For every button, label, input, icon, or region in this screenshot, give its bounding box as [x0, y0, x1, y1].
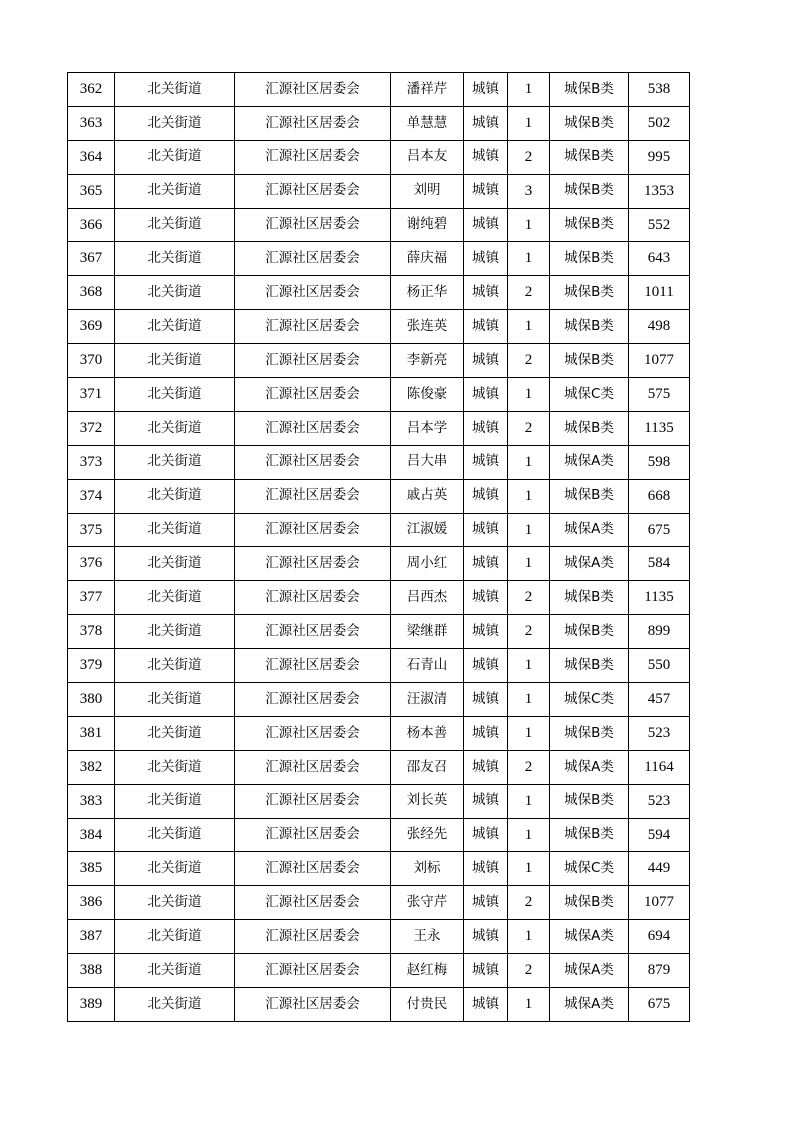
cell-amount: 643	[629, 242, 690, 276]
table-row	[68, 818, 690, 852]
cell-person-name: 王永	[391, 920, 464, 954]
cell-amount: 538	[629, 73, 690, 107]
cell-serial-number: 386	[68, 886, 115, 920]
cell-serial-number: 379	[68, 649, 115, 683]
cell-street: 北关街道	[115, 140, 235, 174]
cell-community: 汇源社区居委会	[235, 208, 391, 242]
cell-area-type: 城镇	[464, 784, 508, 818]
cell-category: 城保A类	[550, 513, 629, 547]
cell-household-count: 1	[508, 378, 550, 412]
cell-area-type: 城镇	[464, 513, 508, 547]
table-row	[68, 750, 690, 784]
cell-household-count: 1	[508, 547, 550, 581]
cell-person-name: 潘祥芹	[391, 73, 464, 107]
cell-street: 北关街道	[115, 954, 235, 988]
cell-community: 汇源社区居委会	[235, 818, 391, 852]
cell-serial-number: 388	[68, 954, 115, 988]
table-row	[68, 615, 690, 649]
cell-street: 北关街道	[115, 208, 235, 242]
cell-community: 汇源社区居委会	[235, 920, 391, 954]
cell-category: 城保A类	[550, 954, 629, 988]
cell-serial-number: 384	[68, 818, 115, 852]
table-row	[68, 920, 690, 954]
cell-serial-number: 378	[68, 615, 115, 649]
cell-community: 汇源社区居委会	[235, 479, 391, 513]
cell-amount: 552	[629, 208, 690, 242]
cell-amount: 523	[629, 716, 690, 750]
cell-category: 城保A类	[550, 750, 629, 784]
cell-category: 城保B类	[550, 276, 629, 310]
cell-street: 北关街道	[115, 818, 235, 852]
cell-category: 城保A类	[550, 547, 629, 581]
cell-person-name: 刘明	[391, 174, 464, 208]
cell-amount: 502	[629, 106, 690, 140]
cell-community: 汇源社区居委会	[235, 988, 391, 1022]
cell-serial-number: 370	[68, 344, 115, 378]
cell-serial-number: 362	[68, 73, 115, 107]
cell-household-count: 1	[508, 208, 550, 242]
cell-community: 汇源社区居委会	[235, 683, 391, 717]
cell-area-type: 城镇	[464, 479, 508, 513]
cell-household-count: 1	[508, 784, 550, 818]
cell-household-count: 2	[508, 581, 550, 615]
cell-street: 北关街道	[115, 683, 235, 717]
cell-person-name: 邵友召	[391, 750, 464, 784]
table-row	[68, 547, 690, 581]
cell-area-type: 城镇	[464, 411, 508, 445]
cell-community: 汇源社区居委会	[235, 615, 391, 649]
cell-street: 北关街道	[115, 750, 235, 784]
table-row	[68, 886, 690, 920]
cell-serial-number: 382	[68, 750, 115, 784]
cell-street: 北关街道	[115, 649, 235, 683]
cell-serial-number: 385	[68, 852, 115, 886]
cell-person-name: 石青山	[391, 649, 464, 683]
cell-amount: 675	[629, 988, 690, 1022]
cell-street: 北关街道	[115, 988, 235, 1022]
cell-category: 城保B类	[550, 784, 629, 818]
table-row	[68, 73, 690, 107]
cell-street: 北关街道	[115, 276, 235, 310]
cell-area-type: 城镇	[464, 615, 508, 649]
cell-household-count: 1	[508, 242, 550, 276]
cell-category: 城保C类	[550, 378, 629, 412]
cell-household-count: 2	[508, 344, 550, 378]
cell-serial-number: 364	[68, 140, 115, 174]
cell-category: 城保B类	[550, 649, 629, 683]
cell-area-type: 城镇	[464, 208, 508, 242]
cell-street: 北关街道	[115, 479, 235, 513]
cell-street: 北关街道	[115, 581, 235, 615]
cell-person-name: 张连英	[391, 310, 464, 344]
cell-community: 汇源社区居委会	[235, 547, 391, 581]
cell-person-name: 吕大串	[391, 445, 464, 479]
cell-serial-number: 365	[68, 174, 115, 208]
cell-community: 汇源社区居委会	[235, 73, 391, 107]
cell-category: 城保B类	[550, 73, 629, 107]
cell-area-type: 城镇	[464, 73, 508, 107]
cell-person-name: 戚占英	[391, 479, 464, 513]
cell-serial-number: 372	[68, 411, 115, 445]
cell-area-type: 城镇	[464, 445, 508, 479]
table-row	[68, 344, 690, 378]
cell-street: 北关街道	[115, 513, 235, 547]
cell-category: 城保A类	[550, 988, 629, 1022]
cell-household-count: 2	[508, 140, 550, 174]
cell-amount: 675	[629, 513, 690, 547]
cell-category: 城保C类	[550, 852, 629, 886]
cell-amount: 1077	[629, 344, 690, 378]
cell-person-name: 张守芹	[391, 886, 464, 920]
cell-community: 汇源社区居委会	[235, 750, 391, 784]
cell-street: 北关街道	[115, 242, 235, 276]
cell-area-type: 城镇	[464, 242, 508, 276]
cell-category: 城保B类	[550, 886, 629, 920]
table-row	[68, 378, 690, 412]
cell-area-type: 城镇	[464, 886, 508, 920]
cell-amount: 550	[629, 649, 690, 683]
cell-amount: 879	[629, 954, 690, 988]
cell-amount: 1164	[629, 750, 690, 784]
cell-category: 城保B类	[550, 174, 629, 208]
cell-community: 汇源社区居委会	[235, 954, 391, 988]
cell-serial-number: 368	[68, 276, 115, 310]
cell-category: 城保B类	[550, 716, 629, 750]
cell-street: 北关街道	[115, 411, 235, 445]
cell-household-count: 1	[508, 513, 550, 547]
cell-street: 北关街道	[115, 547, 235, 581]
cell-serial-number: 387	[68, 920, 115, 954]
cell-street: 北关街道	[115, 174, 235, 208]
cell-household-count: 2	[508, 411, 550, 445]
cell-serial-number: 376	[68, 547, 115, 581]
table-row	[68, 649, 690, 683]
table-row	[68, 988, 690, 1022]
cell-amount: 457	[629, 683, 690, 717]
document-page	[67, 72, 689, 1022]
cell-serial-number: 383	[68, 784, 115, 818]
table-row	[68, 581, 690, 615]
cell-community: 汇源社区居委会	[235, 649, 391, 683]
cell-person-name: 刘长英	[391, 784, 464, 818]
cell-serial-number: 363	[68, 106, 115, 140]
cell-person-name: 付贵民	[391, 988, 464, 1022]
cell-amount: 584	[629, 547, 690, 581]
cell-category: 城保B类	[550, 310, 629, 344]
cell-category: 城保B类	[550, 615, 629, 649]
cell-serial-number: 366	[68, 208, 115, 242]
cell-household-count: 1	[508, 73, 550, 107]
table-row	[68, 242, 690, 276]
cell-person-name: 单慧慧	[391, 106, 464, 140]
cell-area-type: 城镇	[464, 988, 508, 1022]
cell-area-type: 城镇	[464, 174, 508, 208]
cell-serial-number: 375	[68, 513, 115, 547]
cell-category: 城保B类	[550, 344, 629, 378]
cell-serial-number: 389	[68, 988, 115, 1022]
cell-street: 北关街道	[115, 716, 235, 750]
cell-category: 城保B类	[550, 411, 629, 445]
cell-area-type: 城镇	[464, 852, 508, 886]
cell-category: 城保A类	[550, 920, 629, 954]
cell-person-name: 杨本善	[391, 716, 464, 750]
cell-person-name: 汪淑清	[391, 683, 464, 717]
cell-amount: 523	[629, 784, 690, 818]
cell-serial-number: 377	[68, 581, 115, 615]
cell-amount: 694	[629, 920, 690, 954]
cell-serial-number: 369	[68, 310, 115, 344]
cell-person-name: 谢纯碧	[391, 208, 464, 242]
cell-street: 北关街道	[115, 344, 235, 378]
cell-category: 城保B类	[550, 242, 629, 276]
cell-area-type: 城镇	[464, 276, 508, 310]
cell-community: 汇源社区居委会	[235, 378, 391, 412]
cell-serial-number: 380	[68, 683, 115, 717]
cell-household-count: 1	[508, 106, 550, 140]
cell-person-name: 杨正华	[391, 276, 464, 310]
table-body	[68, 73, 690, 1022]
cell-person-name: 吕本友	[391, 140, 464, 174]
cell-community: 汇源社区居委会	[235, 716, 391, 750]
cell-area-type: 城镇	[464, 581, 508, 615]
cell-serial-number: 367	[68, 242, 115, 276]
table-row	[68, 683, 690, 717]
cell-community: 汇源社区居委会	[235, 852, 391, 886]
cell-area-type: 城镇	[464, 716, 508, 750]
cell-area-type: 城镇	[464, 920, 508, 954]
cell-community: 汇源社区居委会	[235, 513, 391, 547]
cell-household-count: 1	[508, 310, 550, 344]
cell-category: 城保B类	[550, 208, 629, 242]
cell-household-count: 1	[508, 683, 550, 717]
cell-amount: 668	[629, 479, 690, 513]
cell-street: 北关街道	[115, 852, 235, 886]
cell-community: 汇源社区居委会	[235, 411, 391, 445]
cell-street: 北关街道	[115, 784, 235, 818]
table-row	[68, 310, 690, 344]
cell-community: 汇源社区居委会	[235, 784, 391, 818]
cell-amount: 575	[629, 378, 690, 412]
table-row	[68, 411, 690, 445]
cell-street: 北关街道	[115, 106, 235, 140]
cell-person-name: 张经先	[391, 818, 464, 852]
cell-amount: 899	[629, 615, 690, 649]
cell-household-count: 2	[508, 750, 550, 784]
cell-amount: 498	[629, 310, 690, 344]
cell-household-count: 2	[508, 615, 550, 649]
cell-category: 城保A类	[550, 445, 629, 479]
cell-person-name: 周小红	[391, 547, 464, 581]
cell-household-count: 2	[508, 276, 550, 310]
cell-community: 汇源社区居委会	[235, 581, 391, 615]
table-row	[68, 784, 690, 818]
cell-street: 北关街道	[115, 378, 235, 412]
cell-serial-number: 381	[68, 716, 115, 750]
table-row	[68, 954, 690, 988]
cell-person-name: 江淑媛	[391, 513, 464, 547]
cell-household-count: 2	[508, 954, 550, 988]
cell-street: 北关街道	[115, 615, 235, 649]
cell-community: 汇源社区居委会	[235, 310, 391, 344]
table-row	[68, 479, 690, 513]
cell-community: 汇源社区居委会	[235, 140, 391, 174]
cell-category: 城保B类	[550, 479, 629, 513]
cell-household-count: 1	[508, 649, 550, 683]
cell-area-type: 城镇	[464, 547, 508, 581]
cell-person-name: 薛庆福	[391, 242, 464, 276]
table-row	[68, 140, 690, 174]
table-row	[68, 276, 690, 310]
cell-amount: 1077	[629, 886, 690, 920]
cell-area-type: 城镇	[464, 649, 508, 683]
cell-community: 汇源社区居委会	[235, 106, 391, 140]
cell-serial-number: 374	[68, 479, 115, 513]
cell-amount: 449	[629, 852, 690, 886]
cell-person-name: 李新亮	[391, 344, 464, 378]
cell-household-count: 1	[508, 818, 550, 852]
cell-street: 北关街道	[115, 920, 235, 954]
cell-amount: 594	[629, 818, 690, 852]
assistance-table	[67, 72, 690, 1022]
cell-household-count: 1	[508, 716, 550, 750]
cell-person-name: 刘标	[391, 852, 464, 886]
cell-street: 北关街道	[115, 73, 235, 107]
cell-household-count: 1	[508, 988, 550, 1022]
cell-serial-number: 371	[68, 378, 115, 412]
cell-community: 汇源社区居委会	[235, 174, 391, 208]
cell-person-name: 梁继群	[391, 615, 464, 649]
cell-household-count: 1	[508, 479, 550, 513]
cell-community: 汇源社区居委会	[235, 445, 391, 479]
table-row	[68, 174, 690, 208]
cell-person-name: 赵红梅	[391, 954, 464, 988]
cell-community: 汇源社区居委会	[235, 886, 391, 920]
cell-household-count: 1	[508, 852, 550, 886]
cell-area-type: 城镇	[464, 310, 508, 344]
cell-community: 汇源社区居委会	[235, 276, 391, 310]
cell-street: 北关街道	[115, 310, 235, 344]
cell-person-name: 吕本学	[391, 411, 464, 445]
table-row	[68, 445, 690, 479]
table-row	[68, 106, 690, 140]
table-row	[68, 513, 690, 547]
cell-area-type: 城镇	[464, 140, 508, 174]
cell-area-type: 城镇	[464, 818, 508, 852]
cell-category: 城保B类	[550, 140, 629, 174]
table-row	[68, 208, 690, 242]
cell-person-name: 吕西杰	[391, 581, 464, 615]
cell-household-count: 2	[508, 886, 550, 920]
cell-household-count: 1	[508, 445, 550, 479]
cell-area-type: 城镇	[464, 683, 508, 717]
cell-area-type: 城镇	[464, 750, 508, 784]
cell-category: 城保B类	[550, 818, 629, 852]
cell-street: 北关街道	[115, 886, 235, 920]
table-row	[68, 852, 690, 886]
cell-community: 汇源社区居委会	[235, 344, 391, 378]
cell-area-type: 城镇	[464, 378, 508, 412]
cell-amount: 1353	[629, 174, 690, 208]
cell-amount: 1135	[629, 581, 690, 615]
cell-area-type: 城镇	[464, 106, 508, 140]
table-row	[68, 716, 690, 750]
cell-amount: 995	[629, 140, 690, 174]
cell-category: 城保C类	[550, 683, 629, 717]
cell-street: 北关街道	[115, 445, 235, 479]
cell-amount: 1135	[629, 411, 690, 445]
cell-area-type: 城镇	[464, 954, 508, 988]
cell-person-name: 陈俊豪	[391, 378, 464, 412]
cell-amount: 1011	[629, 276, 690, 310]
cell-household-count: 3	[508, 174, 550, 208]
cell-area-type: 城镇	[464, 344, 508, 378]
cell-household-count: 1	[508, 920, 550, 954]
cell-amount: 598	[629, 445, 690, 479]
cell-serial-number: 373	[68, 445, 115, 479]
cell-category: 城保B类	[550, 106, 629, 140]
cell-community: 汇源社区居委会	[235, 242, 391, 276]
cell-category: 城保B类	[550, 581, 629, 615]
